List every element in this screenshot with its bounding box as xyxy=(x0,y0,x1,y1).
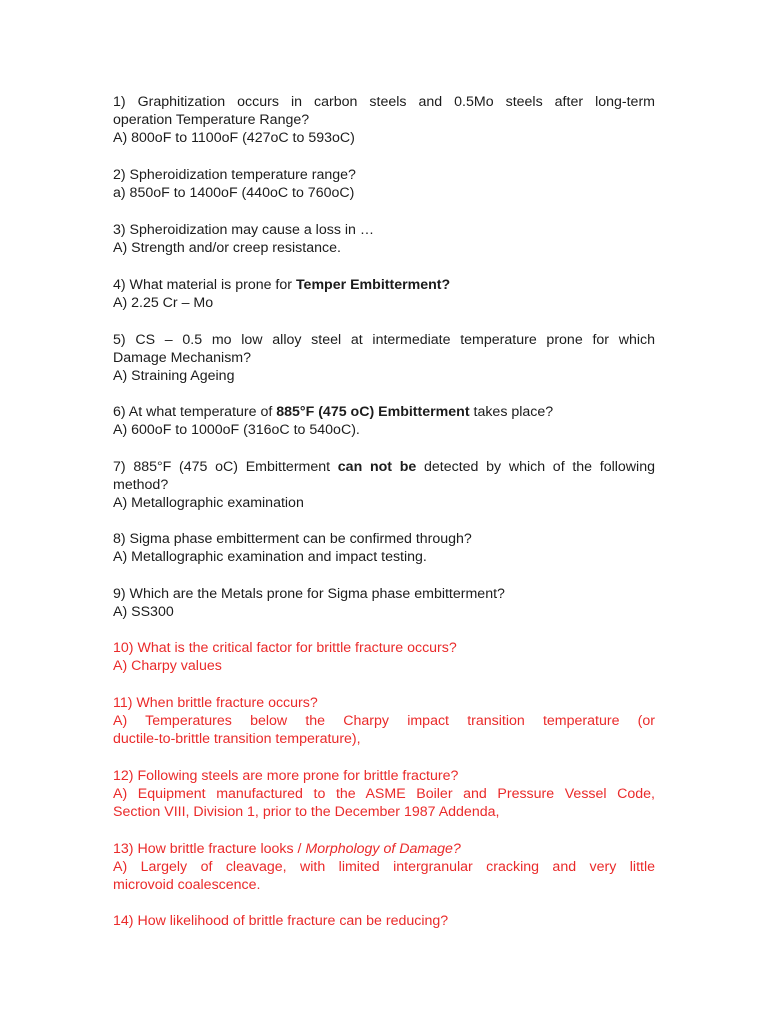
answer-text: A) Largely of cleavage, with limited intergranular cracking and very little xyxy=(113,859,655,876)
question-text: 1) Graphitization occurs in carbon steels and 0.5Mo steels after long-term xyxy=(113,94,655,110)
question-text: 5) CS – 0.5 mo low alloy steel at intermediate temperature prone for which xyxy=(113,332,655,348)
question-13 xyxy=(113,840,655,895)
question-text xyxy=(113,276,655,294)
question-4 xyxy=(113,276,655,312)
answer-text: A) 600oF to 1000oF (316oC to 540oC). xyxy=(113,422,360,439)
answer-text: A) 800oF to 1100oF (427oC to 593oC) xyxy=(113,130,355,147)
question-7 xyxy=(113,458,655,513)
answer-text-cont: Section VIII, Division 1, prior to the December 1987 Addenda, xyxy=(113,804,500,821)
answer-text: A) Metallographic examination xyxy=(113,495,304,512)
answer-text: A) SS300 xyxy=(113,604,174,621)
answer-text: A) 2.25 Cr – Mo xyxy=(113,295,214,312)
answer-text-cont: microvoid coalescence. xyxy=(113,877,261,894)
question-text xyxy=(113,458,655,476)
question-text-pre: 6) At what temperature of xyxy=(113,404,277,420)
question-12 xyxy=(113,767,655,822)
question-14 xyxy=(113,912,655,930)
answer-text: A) Straining Ageing xyxy=(113,368,235,385)
question-text-cont: method? xyxy=(113,477,169,494)
question-5 xyxy=(113,331,655,386)
question-text-cont: operation Temperature Range? xyxy=(113,112,310,129)
answer-text: A) Equipment manufactured to the ASME Boiler and Pressure Vessel Code, xyxy=(113,786,655,803)
answer-text: A) Strength and/or creep resistance. xyxy=(113,240,341,257)
question-text xyxy=(113,403,655,421)
question-2 xyxy=(113,166,655,202)
question-text-pre: 7) 885°F (475 oC) Embitterment xyxy=(113,459,338,475)
question-text-bold: Temper Embitterment? xyxy=(295,277,451,293)
answer-text: A) Charpy values xyxy=(113,658,222,675)
question-text-pre: 4) What material is prone for xyxy=(113,277,296,293)
question-text xyxy=(113,840,655,858)
question-text: 14) How likelihood of brittle fracture can be reducing? xyxy=(113,913,449,929)
question-text-bold: can not be xyxy=(337,459,417,475)
question-1 xyxy=(113,93,655,148)
question-8 xyxy=(113,530,655,566)
question-text: 10) What is the critical factor for brittle fracture occurs? xyxy=(113,640,457,656)
question-text: 11) When brittle fracture occurs? xyxy=(113,695,318,711)
answer-text: a) 850oF to 1400oF (440oC to 760oC) xyxy=(113,185,355,202)
question-text: 3) Spheroidization may cause a loss in … xyxy=(113,222,375,238)
question-3 xyxy=(113,221,655,257)
question-text-italic: Morphology of Damage? xyxy=(305,841,461,857)
question-text-post: detected by which of the following xyxy=(416,459,655,475)
question-text-bold: 885°F (475 oC) Embitterment xyxy=(276,404,470,420)
question-text: 12) Following steels are more prone for brittle fracture? xyxy=(113,768,459,784)
question-text: 2) Spheroidization temperature range? xyxy=(113,167,356,183)
question-text: 8) Sigma phase embitterment can be confirmed through? xyxy=(113,531,472,547)
question-9 xyxy=(113,585,655,621)
question-text: 9) Which are the Metals prone for Sigma phase embitterment? xyxy=(113,586,505,602)
question-text-cont: Damage Mechanism? xyxy=(113,350,251,367)
answer-text: A) Temperatures below the Charpy impact transition temperature (or xyxy=(113,713,655,730)
answer-text: A) Metallographic examination and impact testing. xyxy=(113,549,427,566)
question-text-pre: 13) How brittle fracture looks / xyxy=(113,841,306,857)
question-6 xyxy=(113,403,655,439)
answer-text-cont: ductile-to-brittle transition temperature), xyxy=(113,731,361,748)
question-text-post: takes place? xyxy=(469,404,554,420)
question-11 xyxy=(113,694,655,749)
question-10 xyxy=(113,639,655,675)
